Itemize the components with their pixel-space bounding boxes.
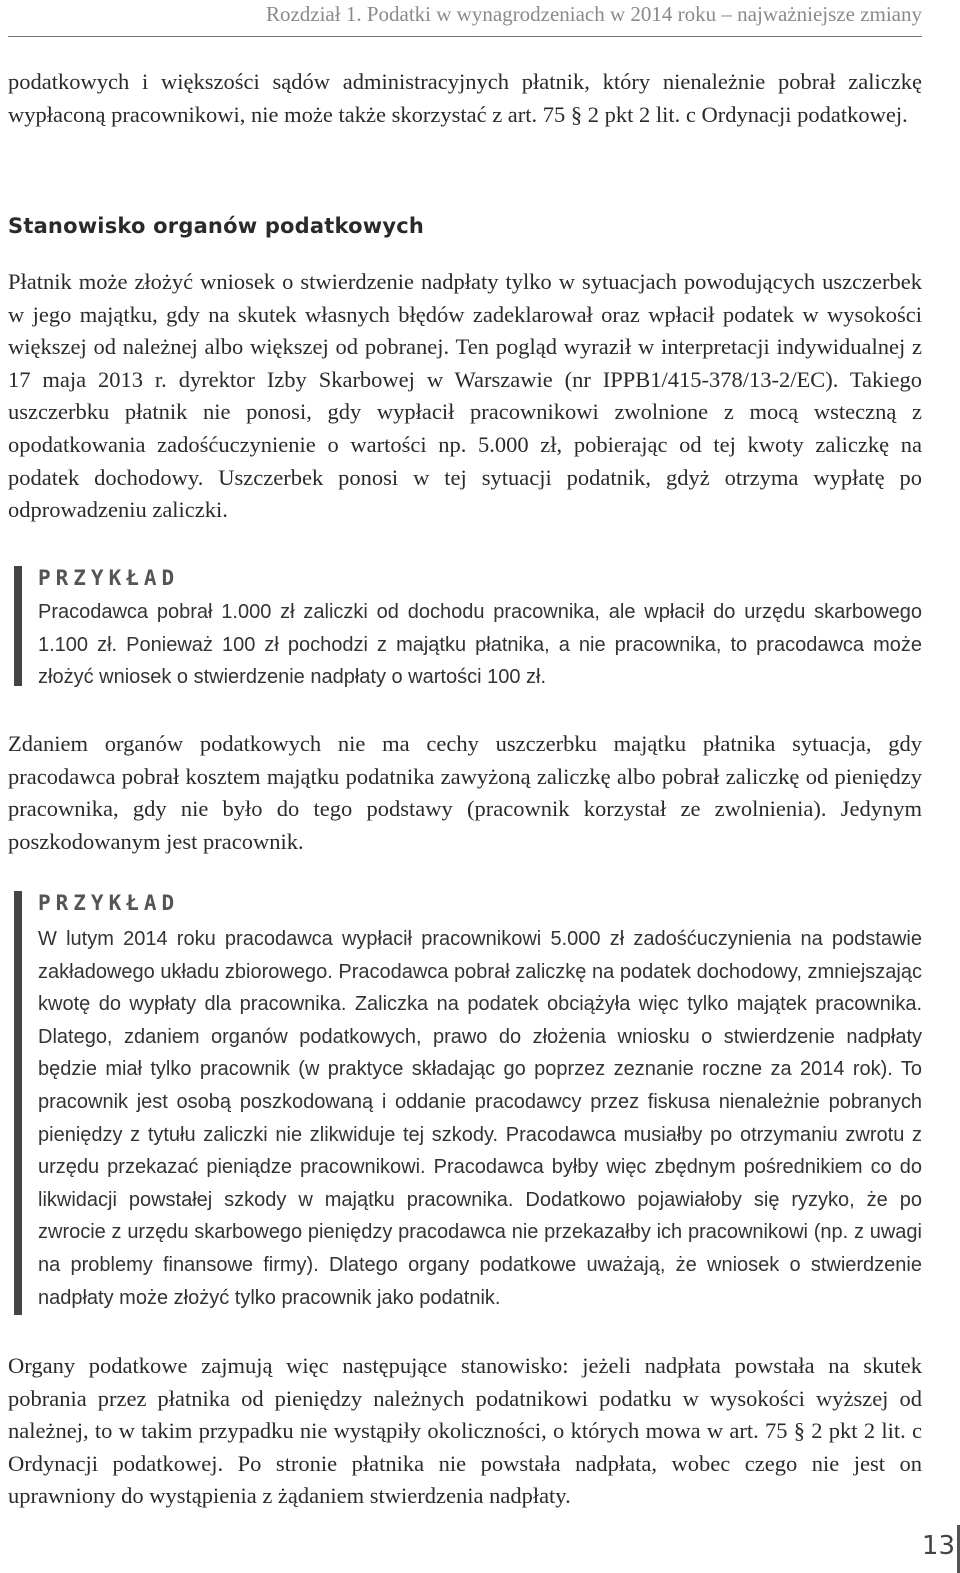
running-title: Rozdział 1. Podatki w wynagrodzeniach w 2014 roku – najważniejsze zmiany: [265, 2, 922, 26]
section-title: Stanowisko organów podatkowych: [8, 214, 425, 238]
paragraph-stanowisko: Płatnik może złożyć wniosek o stwierdzenie nadpłaty tylko w sytuacjach powodujących uszczerbek w jego majątku, gdy na skutek własnych błędów zadeklarował oraz wpłacił podatek w wysokości większej od należnej albo większej od pobranej. Ten pogląd wyraził w interpretacji indywidualnej z 17 maja 2013 r. dyrektor Izby Skarbowej w Warszawie (nr IPPB1/415-378/13-2/EC). Takiego uszczerbku płatnik nie ponosi, gdy wypłacił pracownikowi zwolnione z mocą wsteczną z opodatkowania zadośćuczynienie o wartości np. 5.000 zł, pobierając od tej kwoty zaliczkę na podatek dochodowy. Uszczerbek ponosi w tej sytuacji podatnik, gdyż otrzyma wypłatę po odprowadzeniu zaliczki.: [8, 269, 922, 523]
example-accent-bar: [14, 891, 22, 1315]
example-accent-bar: [14, 566, 22, 686]
running-header: [0, 0, 960, 34]
header-rule: [8, 36, 922, 37]
example-box-1: [14, 566, 922, 689]
example-text: W lutym 2014 roku pracodawca wypłacił pracownikowi 5.000 zł zadośćuczynienia na podstawie zakładowego układu zbiorowego. Pracodawca pobrał zaliczkę na podatek dochodowy, zmniejszając kwotę do wypłaty dla pracownika. Zaliczka na podatek obciążyła więc tylko majątek pracownika. Dlatego, zdaniem organów podatkowych, prawo do złożenia wniosku o stwierdzenie nadpłaty będzie miał tylko pracownik (w praktyce składając go poprzez zeznanie roczne za 2014 rok). To pracownik jest osobą poszkodowaną i oddanie pracodawcy przez fiskusa nienależnie pobranych pieniędzy z tytułu zaliczki nie zlikwiduje tej szkody. Pracodawca musiałby po otrzymaniu zwrotu z urzędu przekazać pieniądze pracownikowi. Pracodawca byłby więc zbędnym pośrednikiem co do likwidacji powstałej szkody w majątku pracownika. Dodatkowo pojawiałoby się ryzyko, że po zwrocie z urzędu skarbowego pieniędzy pracodawca nie przekazałby ich pracownikowi (np. z uwagi na problemy finansowe firmy). Dlatego organy podatkowe uważają, że wniosek o stwierdzenie nadpłaty może złożyć tylko pracownik jako podatnik.: [38, 928, 922, 1309]
intro-paragraph: podatkowych i większości sądów administracyjnych płatnik, który nienależnie pobrał zaliczkę wypłaconą pracownikowi, nie może także skorzystać z art. 75 § 2 pkt 2 lit. c Ordynacji podatkowej.: [8, 69, 922, 127]
example-text: Pracodawca pobrał 1.000 zł zaliczki od dochodu pracownika, ale wpłacił do urzędu skarbowego 1.100 zł. Ponieważ 100 zł pochodzi z majątku płatnika, a nie pracownika, to pracodawca może złożyć wniosek o stwierdzenie nadpłaty o wartości 100 zł.: [38, 601, 922, 689]
example-heading: PRZYKŁAD: [38, 891, 180, 915]
paragraph-stanowisko-konkluzja: Organy podatkowe zajmują więc następujące stanowisko: jeżeli nadpłata powstała na skutek pobrania przez płatnika od pieniędzy należnych podatnikowi podatku w wysokości wyższej od należnej, to w takim przypadku nie wystąpiły okoliczności, o których mowa w art. 75 § 2 pkt 2 lit. c Ordynacji podatkowej. Po stronie płatnika nie powstała nadpłata, wobec czego nie jest on uprawniony do wystąpienia z żądaniem stwierdzenia nadpłaty.: [8, 1353, 922, 1509]
example-box-2: [14, 891, 922, 1315]
example-heading: PRZYKŁAD: [38, 566, 180, 590]
paragraph-zdaniem: Zdaniem organów podatkowych nie ma cechy uszczerbku majątku płatnika sytuacja, gdy pracodawca pobrał kosztem majątku podatnika zawyżoną zaliczkę albo pobrał zaliczkę od pieniędzy pracownika, gdy nie było do tego podstawy (pracownik korzystał ze zwolnienia). Jedynym poszkodowanym jest pracownik.: [8, 731, 922, 854]
page-number: 13: [921, 1531, 955, 1561]
